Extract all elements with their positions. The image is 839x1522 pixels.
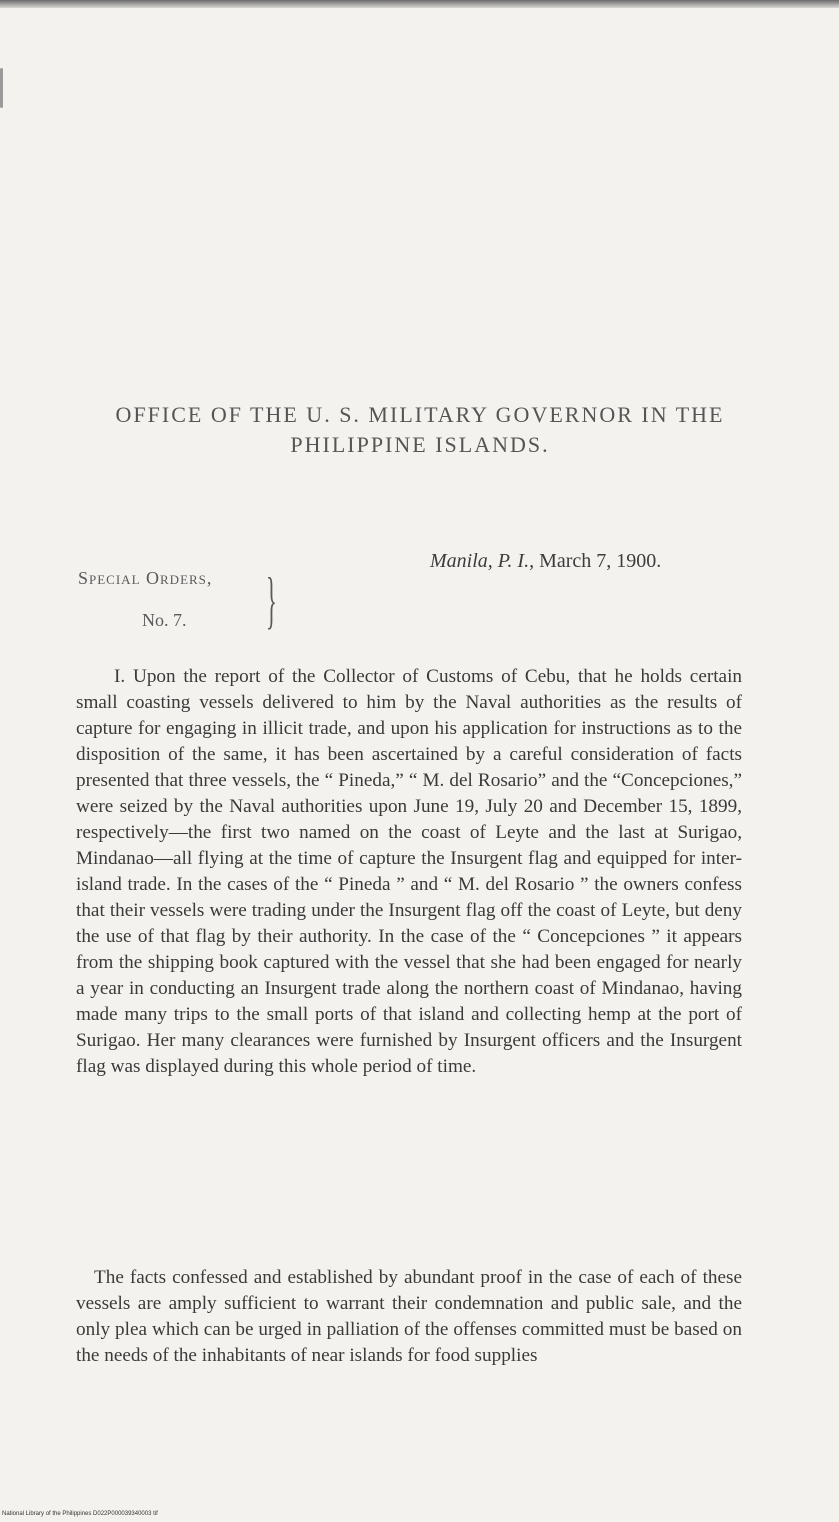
scan-footer: National Library of the Philippines D022P000039340003 tif	[2, 1511, 158, 1517]
dateline-place: Manila, P. I.,	[430, 550, 535, 572]
heading-line-2: PHILIPPINE ISLANDS.	[290, 432, 550, 457]
special-orders-number: No. 7.	[142, 610, 187, 630]
heading-line-1: OFFICE OF THE U. S. MILITARY GOVERNOR IN THE	[115, 402, 725, 427]
special-orders-title: Special Orders,	[78, 568, 213, 588]
document-heading	[70, 400, 770, 460]
dateline-date: March 7, 1900.	[539, 550, 662, 572]
scan-top-edge	[0, 0, 839, 8]
scan-edge-mark	[0, 68, 3, 108]
brace-icon: }	[266, 564, 277, 635]
paragraph-1: I. Upon the report of the Collector of Customs of Cebu, that he holds certain small coasting vessels delivered to him by the Naval authorities as the results of capture for engaging in illicit trade, and upon his application for instructions as to the disposition of the same, it has been ascertained by a careful consideration of facts presented that three vessels, the “ Pineda,” “ M. del Rosario” and the “Concepciones,” were seized by the Naval authorities upon June 19, July 20 and December 15, 1899, respectively—the first two named on the coast of Leyte and the last at Surigao, Mindanao—all flying at the time of capture the Insurgent flag and equipped for inter-island trade. In the cases of the “ Pineda ” and “ M. del Rosario ” the owners confess that their vessels were trading under the Insurgent flag off the coast of Leyte, but deny the use of that flag by their authority. In the case of the “ Concepciones ” it appears from the shipping book captured with the vessel that she had been engaged for nearly a year in conducting an Insurgent trade along the northern coast of Mindanao, having made many trips to the small ports of that island and collecting hemp at the port of Surigao. Her many clearances were furnished by Insurgent officers and the Insurgent flag was displayed during this whole period of time.	[76, 666, 742, 1077]
dateline	[430, 550, 661, 573]
paragraph-2: The facts confessed and established by abundant proof in the case of each of these vessels are amply sufficient to warrant their condemnation and public sale, and the only plea which can be urged in palliation of the offenses committed must be based on the needs of the inhabitants of near islands for food supplies	[76, 1267, 742, 1366]
